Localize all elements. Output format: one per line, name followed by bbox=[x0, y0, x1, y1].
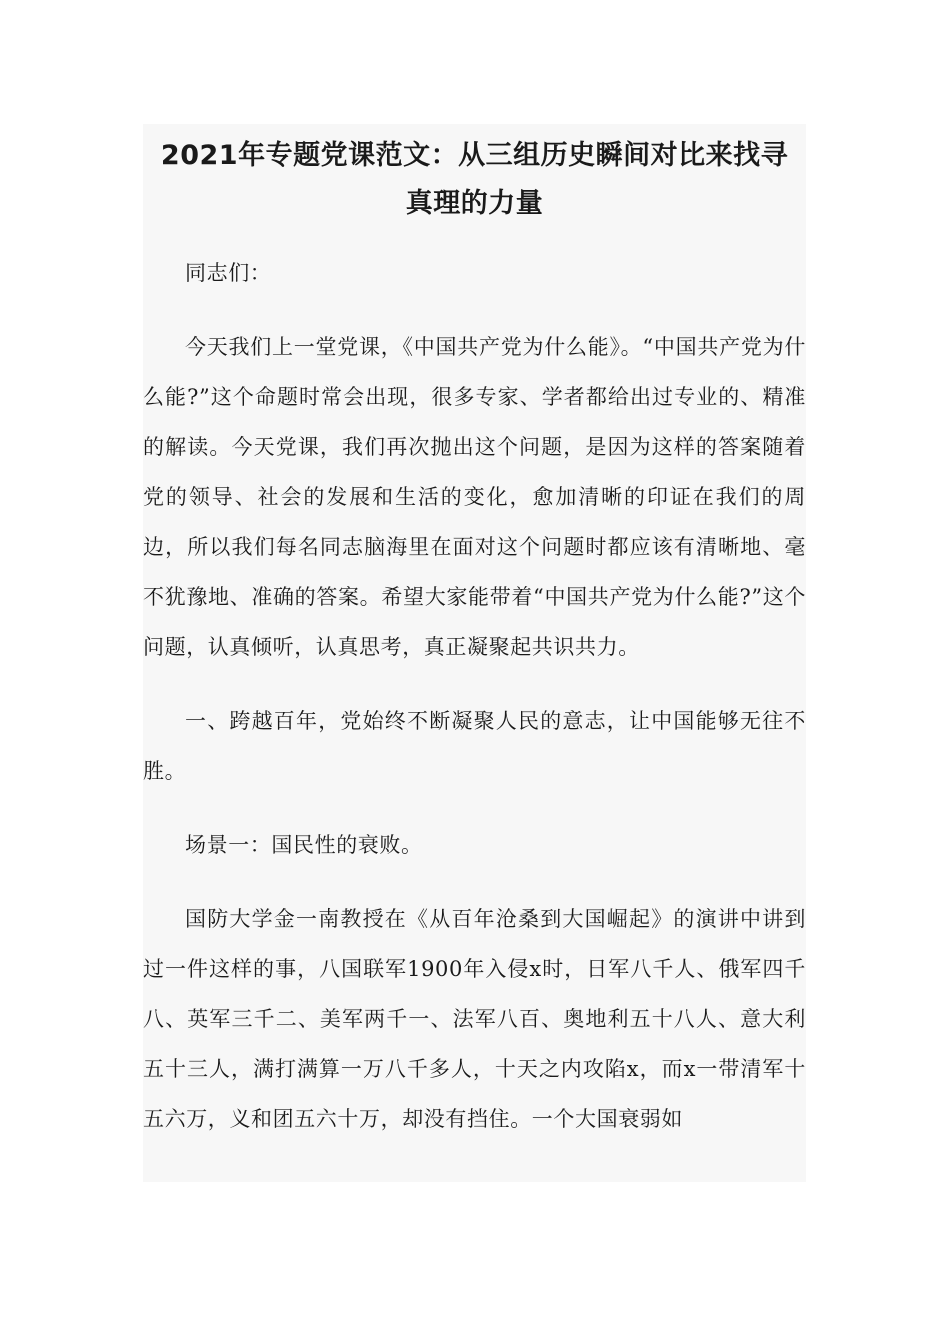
document-title-line-2: 真理的力量 bbox=[405, 188, 544, 219]
scene-heading: 场景一：国民性的衰败。 bbox=[185, 833, 423, 857]
document-page bbox=[143, 124, 806, 1182]
document-title bbox=[143, 124, 806, 228]
document-body bbox=[143, 248, 806, 1144]
body-paragraph: 今天我们上一堂党课，《中国共产党为什么能》。“中国共产党为什么能?”这个命题时常会出现，很多专家、学者都给出过专业的、精准的解读。今天党课，我们再次抛出这个问题，是因为这样的答案随着党的领导、社会的发展和生活的变化，愈加清晰的印证在我们的周边，所以我们每名同志脑海里在面对这个问题时都应该有清晰地、毫不犹豫地、准确的答案。希望大家能带着“中国共产党为什么能?”这个问题，认真倾听，认真思考，真正凝聚起共识共力。 bbox=[143, 335, 806, 659]
document-title-line-1: 2021年专题党课范文：从三组历史瞬间对比来找寻 bbox=[160, 140, 789, 171]
salutation: 同志们： bbox=[185, 261, 272, 285]
section-heading: 一、跨越百年，党始终不断凝聚人民的意志，让中国能够无往不胜。 bbox=[143, 709, 806, 783]
body-paragraph: 国防大学金一南教授在《从百年沧桑到大国崛起》的演讲中讲到过一件这样的事，八国联军1900年入侵x时，日军八千人、俄军四千八、英军三千二、美军两千一、法军八百、奥地利五十八人、意大利五十三人，满打满算一万八千多人，十天之内攻陷x，而x一带清军十五六万，义和团五六十万，却没有挡住。一个大国衰弱如 bbox=[143, 907, 806, 1131]
